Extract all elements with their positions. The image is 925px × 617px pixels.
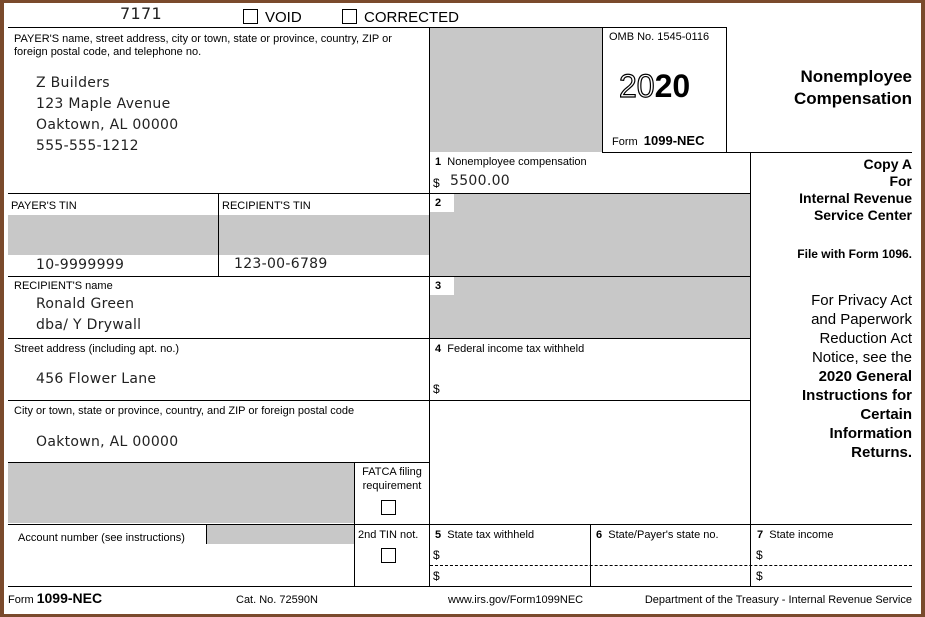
rule-tin-bottom [8, 276, 750, 277]
box1-value[interactable]: 5500.00 [450, 173, 510, 189]
payer-street[interactable]: 123 Maple Avenue [36, 96, 171, 112]
box5-number: 5 [435, 529, 442, 541]
payer-phone[interactable]: 555-555-1212 [36, 138, 139, 154]
shaded-area-top [430, 28, 602, 152]
footer-department: Department of the Treasury - Internal Revenue Service [644, 594, 912, 606]
copy-a-heading [752, 156, 912, 224]
tax-year-outline: 20 [619, 68, 655, 104]
payer-label: PAYER'S name, street address, city or town, state or province, country, ZIP or foreign postal code, and telephone no. [14, 33, 392, 58]
corrected-checkbox[interactable] [342, 9, 357, 24]
rule-omb-left [602, 27, 603, 153]
rule-omb-bottom [602, 152, 912, 153]
form-title-line1: Nonemployee [800, 67, 912, 86]
box1-number: 1 [435, 156, 442, 168]
form-title-line2: Compensation [793, 89, 912, 108]
fatca-checkbox[interactable] [381, 500, 396, 515]
box6-number: 6 [596, 529, 603, 541]
recipient-street-label: Street address (including apt. no.) [14, 343, 180, 355]
copy-a-privacy [752, 291, 912, 462]
privacy-line2: and Paperwork [811, 311, 912, 328]
payer-tin-value[interactable]: 10-9999999 [36, 257, 125, 273]
box2-number-cell [430, 194, 454, 212]
rule-tin-top [8, 193, 750, 194]
box5-label [435, 529, 534, 542]
copy-a-for: For [889, 173, 912, 189]
recipient-street[interactable]: 456 Flower Lane [36, 371, 157, 387]
rule-account-divider [206, 524, 207, 544]
second-tin-label: 2nd TIN not. [358, 529, 419, 541]
instr-line5: Returns. [851, 444, 912, 461]
corrected-label: CORRECTED [364, 9, 460, 26]
recipient-tin-label: RECIPIENT'S TIN [222, 200, 311, 212]
copy-a-irs2: Service Center [813, 207, 912, 223]
box7-label [757, 529, 833, 542]
instr-line1: 2020 General [818, 368, 912, 385]
omb-number: OMB No. 1545-0116 [609, 31, 710, 43]
rule-city-bottom [8, 462, 430, 463]
copy-a-label: Copy A [863, 156, 912, 172]
fatca-line2: requirement [362, 480, 422, 492]
box7-label-text: State income [769, 529, 834, 541]
instr-line2: Instructions for [801, 387, 912, 404]
box7-dollar-2: $ [756, 569, 763, 583]
omb-form-number: 1099-NEC [643, 133, 705, 148]
payer-tin-label: PAYER'S TIN [11, 200, 77, 212]
footer-form-prefix: Form [8, 594, 34, 606]
box5-label-text: State tax withheld [447, 529, 535, 541]
recipient-tin-shaded [219, 215, 429, 255]
privacy-line4: Notice, see the [811, 349, 912, 366]
recipient-city[interactable]: Oaktown, AL 00000 [36, 434, 179, 450]
form-title [740, 66, 912, 110]
rule-omb-right [726, 27, 727, 153]
rule-recipient-name-bottom [8, 338, 430, 339]
box4-dollar: $ [433, 382, 440, 396]
tax-year-bold: 20 [654, 68, 691, 104]
box2-shaded [430, 194, 750, 276]
box4-label [435, 343, 584, 356]
box6-label [596, 529, 719, 542]
recipient-name-label: RECIPIENT'S name [14, 280, 113, 292]
recipient-name[interactable]: Ronald Green [36, 296, 135, 312]
box1-label [435, 156, 587, 169]
instr-line4: Information [829, 425, 912, 442]
rule-box6-left [590, 524, 591, 587]
instr-line3: Certain [860, 406, 912, 423]
recipient-dba[interactable]: dba/ Y Drywall [36, 317, 142, 333]
rule-street-bottom [8, 400, 750, 401]
box2-number: 2 [435, 197, 442, 209]
footer-form-name [8, 590, 102, 606]
privacy-line1: For Privacy Act [811, 292, 912, 309]
rule-center [429, 27, 430, 587]
rule-top [8, 27, 727, 28]
box5-dollar-2: $ [433, 569, 440, 583]
void-checkbox[interactable] [243, 9, 258, 24]
shaded-area-left [8, 463, 354, 523]
rule-bottom [8, 586, 912, 587]
box3-shaded [430, 277, 750, 338]
box1-label-text: Nonemployee compensation [447, 156, 587, 168]
copy-a-irs1: Internal Revenue [799, 190, 912, 206]
omb-form-prefix: Form [612, 136, 638, 148]
form-serial-number: 7171 [120, 4, 162, 23]
box4-number: 4 [435, 343, 442, 355]
box7-number: 7 [757, 529, 764, 541]
account-number-label: Account number (see instructions) [18, 532, 185, 544]
tax-year [619, 68, 690, 104]
rule-state-dashed [430, 565, 912, 566]
privacy-line3: Reduction Act [819, 330, 912, 347]
box6-label-text: State/Payer's state no. [608, 529, 719, 541]
fatca-line1: FATCA filing [362, 466, 422, 478]
footer-cat-no: Cat. No. 72590N [236, 594, 318, 606]
box5-dollar-1: $ [433, 548, 440, 562]
payer-tin-shaded [8, 215, 218, 255]
box4-label-text: Federal income tax withheld [447, 343, 585, 355]
recipient-city-label: City or town, state or province, country, and ZIP or foreign postal code [14, 405, 355, 417]
payer-city[interactable]: Oaktown, AL 00000 [36, 117, 179, 133]
recipient-tin-value[interactable]: 123-00-6789 [234, 256, 328, 272]
fatca-label [355, 465, 429, 493]
box3-number-cell [430, 277, 454, 295]
rule-box3-bottom [430, 338, 750, 339]
footer-url[interactable]: www.irs.gov/Form1099NEC [448, 594, 584, 606]
void-label: VOID [265, 9, 302, 26]
copy-a-file-with: File with Form 1096. [797, 247, 912, 261]
box3-number: 3 [435, 280, 442, 292]
rule-copy-a-left [750, 152, 751, 587]
second-tin-checkbox[interactable] [381, 548, 396, 563]
rule-tin-divider [218, 193, 219, 277]
rule-state-top [8, 524, 912, 525]
payer-name[interactable]: Z Builders [36, 75, 110, 91]
footer-form-number: 1099-NEC [36, 590, 103, 606]
account-number-shaded [207, 525, 354, 544]
box1-dollar: $ [433, 176, 440, 190]
box7-dollar-1: $ [756, 548, 763, 562]
omb-form-name [612, 133, 705, 148]
